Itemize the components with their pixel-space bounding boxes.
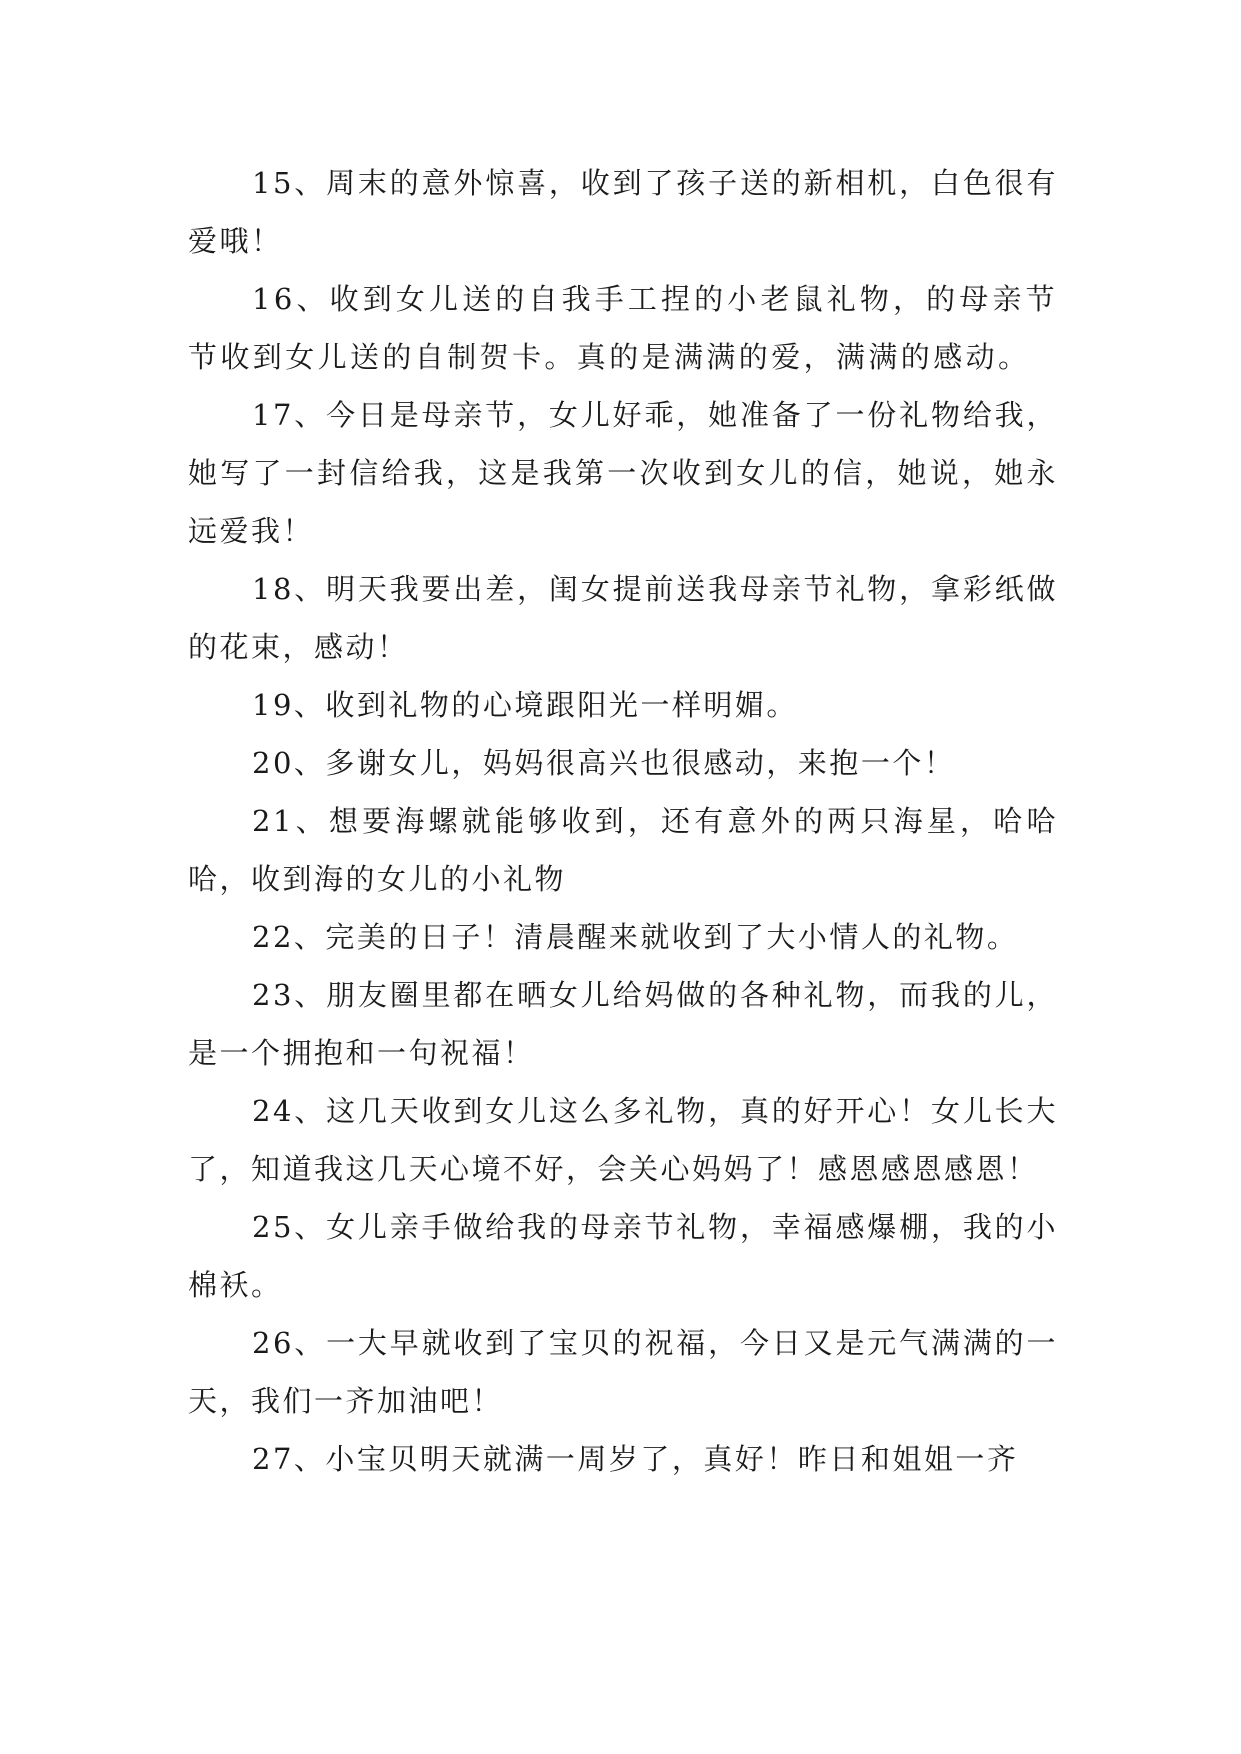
- paragraph-26: 26、一大早就收到了宝贝的祝福，今日又是元气满满的一天，我们一齐加油吧！: [188, 1326, 1058, 1418]
- paragraph-16: 16、收到女儿送的自我手工捏的小老鼠礼物，的母亲节节收到女儿送的自制贺卡。真的是满满的爱，满满的感动。: [188, 282, 1058, 374]
- paragraph-21: 21、想要海螺就能够收到，还有意外的两只海星，哈哈哈，收到海的女儿的小礼物: [188, 804, 1058, 896]
- paragraph-18: 18、明天我要出差，闺女提前送我母亲节礼物，拿彩纸做的花束，感动！: [188, 572, 1058, 664]
- paragraph-23: 23、朋友圈里都在晒女儿给妈做的各种礼物，而我的儿，是一个拥抱和一句祝福！: [188, 978, 1058, 1070]
- paragraph-17: 17、今日是母亲节，女儿好乖，她准备了一份礼物给我，她写了一封信给我，这是我第一次收到女儿的信，她说，她永远爱我！: [188, 398, 1058, 548]
- document-body: [188, 154, 1058, 1488]
- paragraph-20: 20、多谢女儿，妈妈很高兴也很感动，来抱一个！: [252, 746, 956, 780]
- paragraph-27: 27、小宝贝明天就满一周岁了，真好！昨日和姐姐一齐: [252, 1442, 1019, 1476]
- paragraph-19: 19、收到礼物的心境跟阳光一样明媚。: [252, 688, 798, 722]
- paragraph-22: 22、完美的日子！清晨醒来就收到了大小情人的礼物。: [252, 920, 1019, 954]
- paragraph-25: 25、女儿亲手做给我的母亲节礼物，幸福感爆棚，我的小棉袄。: [188, 1210, 1058, 1302]
- paragraph-15: 15、周末的意外惊喜，收到了孩子送的新相机，白色很有爱哦！: [188, 166, 1058, 258]
- paragraph-24: 24、这几天收到女儿这么多礼物，真的好开心！女儿长大了，知道我这几天心境不好，会关心妈妈了！感恩感恩感恩！: [188, 1094, 1058, 1186]
